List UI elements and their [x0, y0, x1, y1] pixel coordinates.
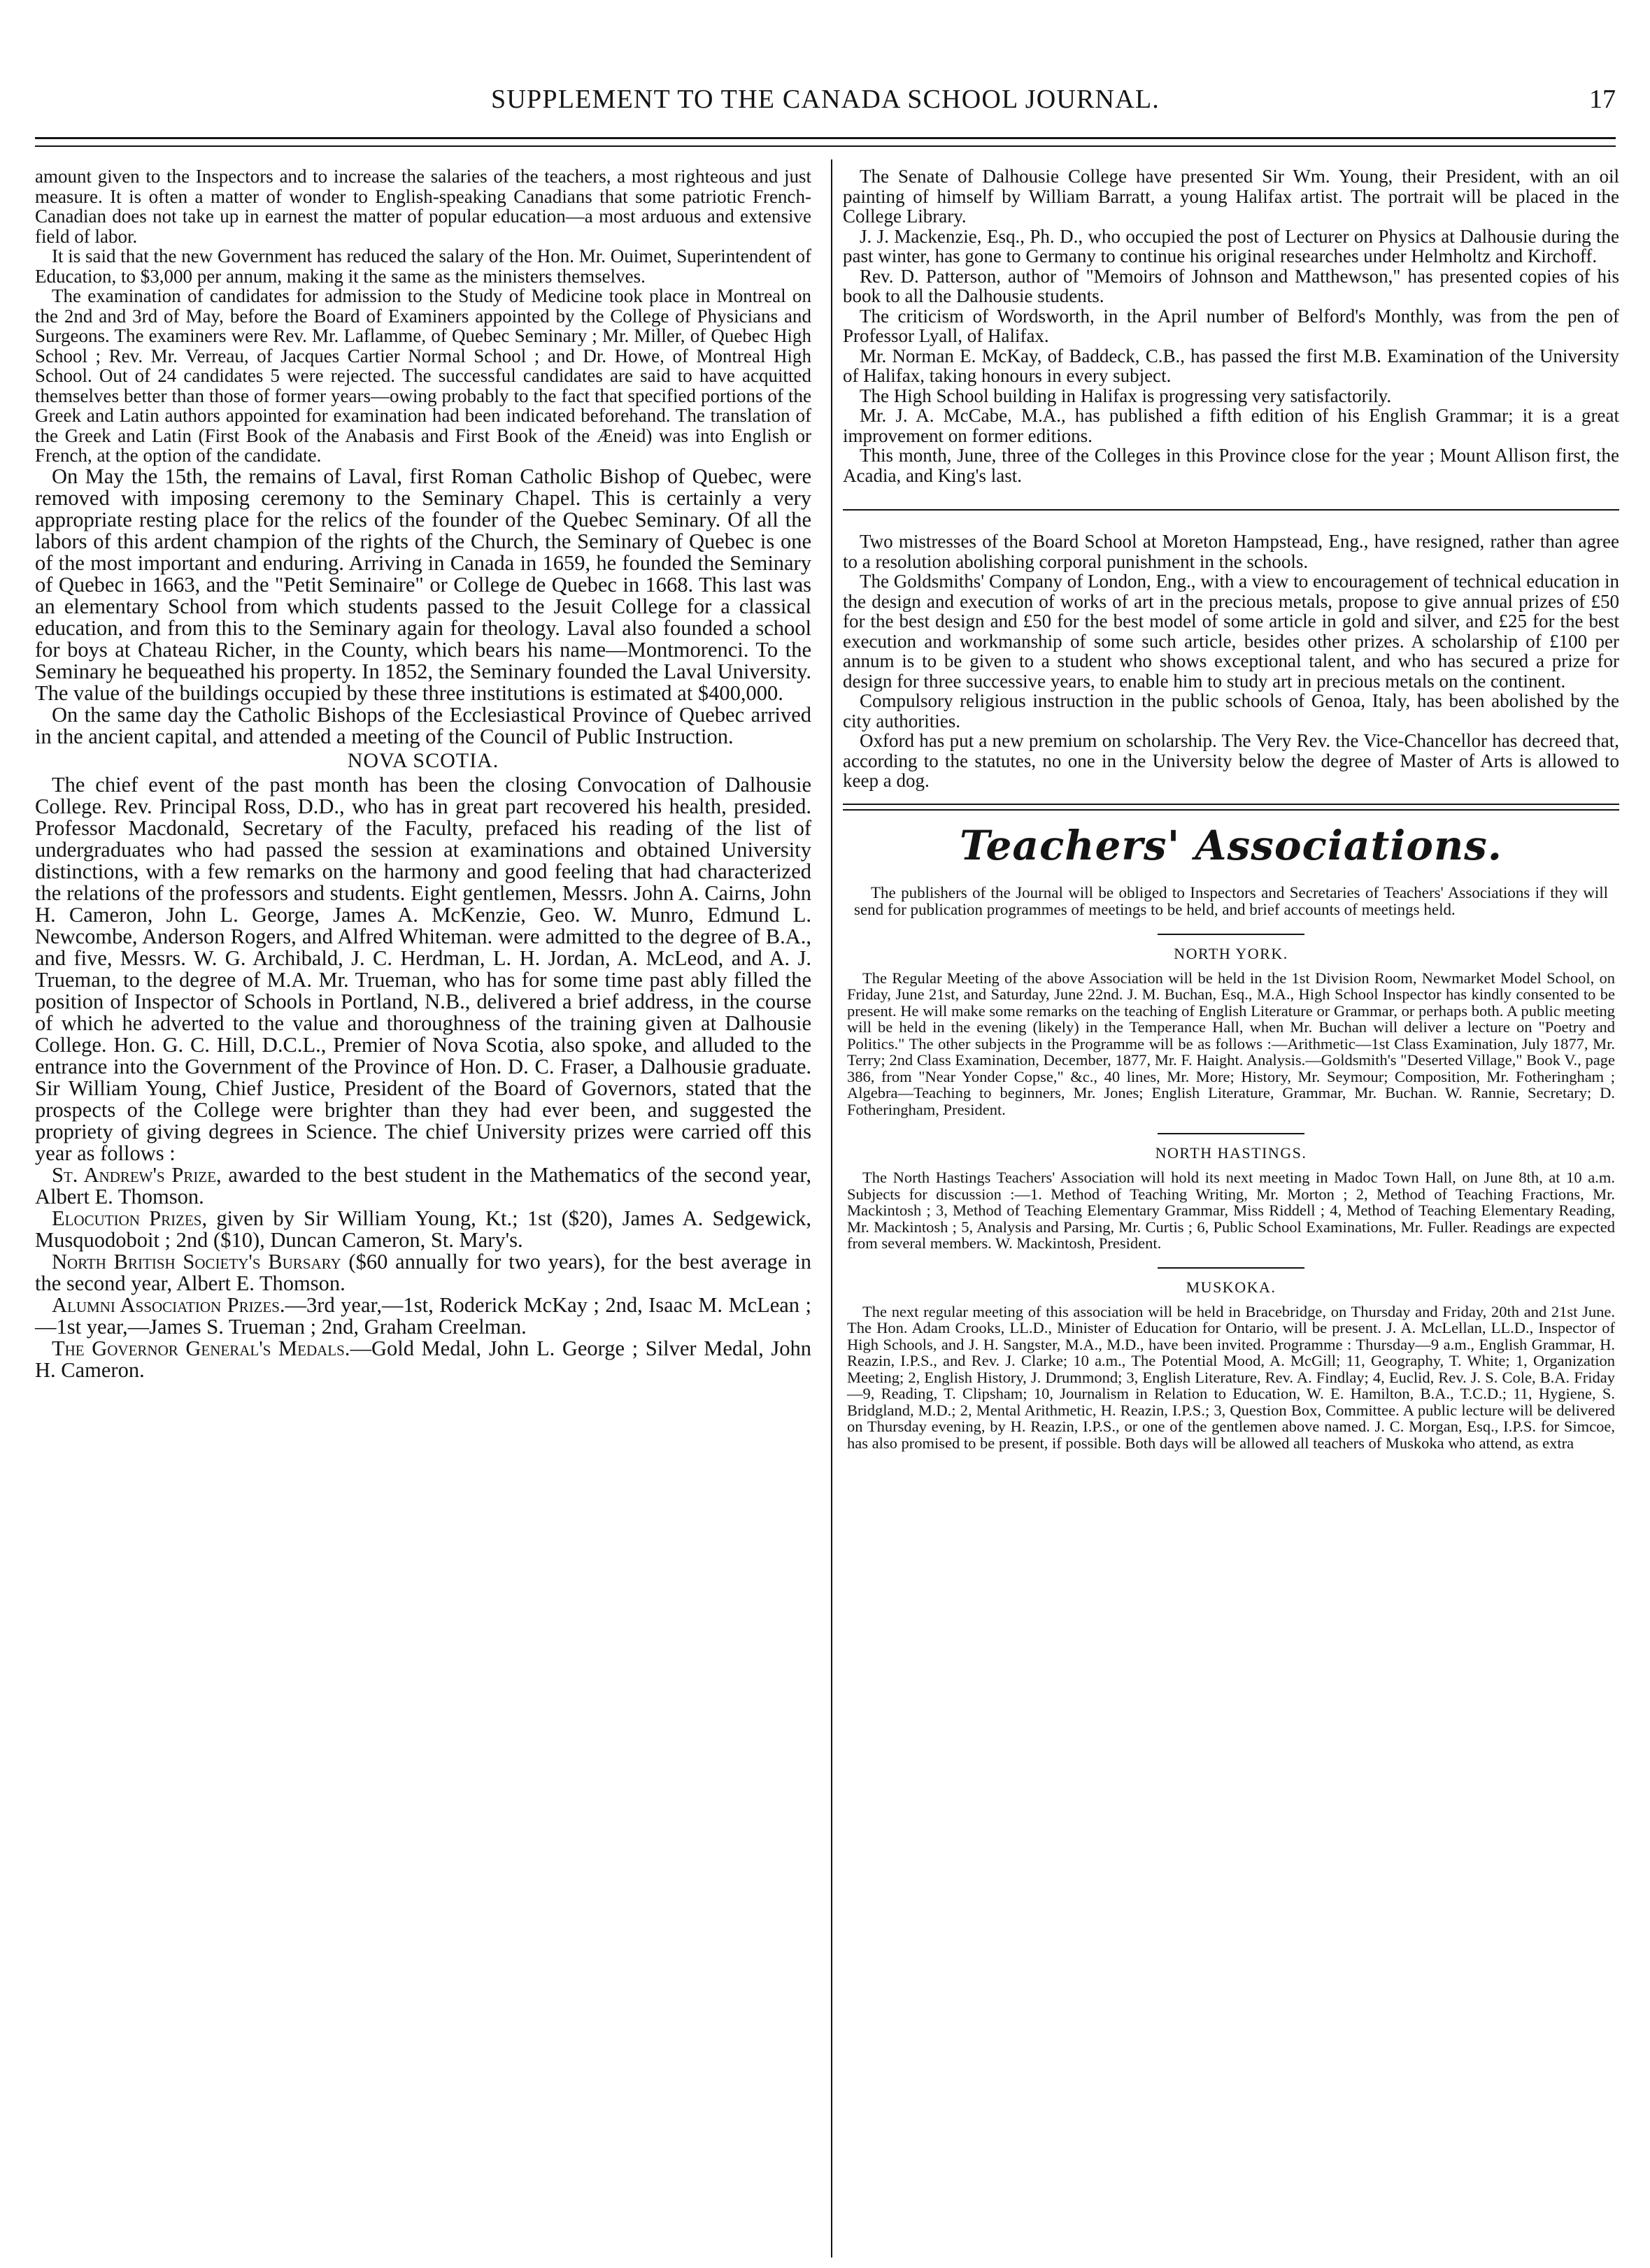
paragraph: Mr. Norman E. McKay, of Baddeck, C.B., has passed the first M.B. Examination of the University of Halifax, taking honours in every subject.	[843, 345, 1619, 386]
prize-label: Alumni Association Prizes.	[52, 1292, 285, 1317]
paragraph: The High School building in Halifax is progressing very satisfactorily.	[860, 385, 1392, 406]
prize-entry	[35, 1208, 811, 1251]
right-column	[843, 166, 1619, 1451]
paragraph: The examination of candidates for admission to the Study of Medicine took place in Montreal on the 2nd and 3rd of May, before the Board of Examiners appointed by the College of Physicians and Surgeons. The examiners were Rev. Mr. Laflamme, of Quebec Seminary ; Mr. Miller, of Quebec High School ; Rev. Mr. Verreau, of Jacques Cartier Normal School ; and Dr. Howe, of Montreal High School. Out of 24 candidates 5 were rejected. The successful candidates are said to have acquitted themselves better than those of former years—owing probably to the fact that specified portions of the Greek and Latin authors appointed for examination had been indicated beforehand. The translation of the Greek and Latin (First Book of the Anabasis and First Book of the Æneid) was into English or French, at the option of the candidate.	[35, 285, 811, 466]
subsection-rule	[1158, 1133, 1304, 1134]
running-title: SUPPLEMENT TO THE CANADA SCHOOL JOURNAL.	[491, 85, 1160, 114]
associations-heading: Teachers' Associations.	[960, 821, 1502, 869]
paragraph: Mr. J. A. McCabe, M.A., has published a fifth edition of his English Grammar; it is a great improvement on former editions.	[843, 405, 1619, 446]
section-rule	[843, 509, 1619, 511]
page-header	[35, 84, 1616, 126]
subsection-rule	[1158, 934, 1304, 935]
associations-notice: The publishers of the Journal will be obliged to Inspectors and Secretaries of Teachers' Associations if they will send for publication programmes of meetings to be held, and brief accounts of meetings held.	[854, 883, 1608, 918]
header-rule-top	[35, 137, 1616, 139]
prize-entry	[35, 1164, 811, 1208]
prize-text: —Gold Medal, John L. George ; Silver Medal, John H. Cameron.	[35, 1336, 811, 1382]
prize-label: North British Society's Bursary	[52, 1249, 341, 1274]
paragraph: Two mistresses of the Board School at Moreton Hampstead, Eng., have resigned, rather than agree to a resolution abolishing corporal punishment in the schools.	[843, 531, 1619, 572]
paragraph: The criticism of Wordsworth, in the April number of Belford's Monthly, was from the pen of Professor Lyall, of Halifax.	[843, 305, 1619, 346]
paragraph: On May the 15th, the remains of Laval, first Roman Catholic Bishop of Quebec, were removed with imposing ceremony to the Seminary Chapel. This is certainly a very appropriate resting place for the relics of the founder of the Quebec Seminary. Of all the labors of this ardent champion of the rights of the Church, the Seminary of Quebec is one of the most important and enduring. Arriving in Canada in 1659, he founded the Seminary of Quebec in 1663, and the "Petit Seminaire" or College de Quebec in 1668. This last was an elementary School from which students passed to the Jesuit College for a classical education, and from this to the Seminary again for theology. Laval also founded a school for boys at Chateau Richer, in the County, which bears his name—Montmorenci. To the Seminary he bequeathed his property. In 1852, the Seminary founded the Laval University. The value of the buildings occupied by these three institutions is estimated at $400,000.	[35, 464, 811, 705]
paragraph: Rev. D. Patterson, author of "Memoirs of Johnson and Matthewson," has presented copies of his book to all the Dalhousie students.	[843, 265, 1619, 306]
prize-text: —3rd year,—1st, Roderick McKay ; 2nd, Isaac M. McLean ;—1st year,—James S. Trueman ; 2nd, Graham Creelman.	[35, 1292, 811, 1339]
associations-rule-bottom	[843, 809, 1619, 811]
paragraph: Oxford has put a new premium on scholarship. The Very Rev. the Vice-Chancellor has decreed that, according to the statutes, no one in the University below the degree of Master of Arts is allowed to keep a dog.	[843, 730, 1619, 791]
north-hastings-heading: NORTH HASTINGS.	[1155, 1144, 1307, 1162]
page-number: 17	[1589, 85, 1616, 114]
paragraph: Compulsory religious instruction in the public schools of Genoa, Italy, has been abolished by the city authorities.	[843, 690, 1619, 732]
prize-entry	[35, 1338, 811, 1381]
paragraph: The chief event of the past month has been the closing Convocation of Dalhousie College. Rev. Principal Ross, D.D., who has in great part recovered his health, presided. Professor Macdonald, Secretary of the Faculty, prefaced his reading of the list of undergraduates who had passed the session at examinations and obtained University distinctions, with a few remarks on the harmony and good feeling that had characterized the relations of the professors and students. Eight gentlemen, Messrs. John A. Cairns, John H. Cameron, John L. George, James A. McKenzie, Geo. W. Munro, Edmund L. Newcombe, Anderson Rogers, and Alfred Whiteman. were admitted to the degree of B.A., and five, Messrs. W. G. Archibald, J. C. Herdman, L. H. Jordan, A. McLeod, and A. J. Trueman, to the degree of M.A. Mr. Trueman, who has for some time past ably filled the position of Inspector of Schools in Portland, N.B., delivered a brief address, in the course of which he adverted to the value and thoroughness of the training given at Dalhousie College. Hon. G. C. Hill, D.C.L., Premier of Nova Scotia, also spoke, and alluded to the entrance into the Government of the Province of Hon. D. C. Fraser, a Dalhousie graduate. Sir William Young, Chief Justice, President of the Board of Governors, stated that the prospects of the College were brighter than they had ever been, and suggested the propriety of giving degrees in Science. The chief University prizes were carried off this year as follows :	[35, 772, 811, 1165]
north-hastings-text: The North Hastings Teachers' Association will hold its next meeting in Madoc Town Hall, on June 8th, at 10 a.m. Subjects for discussion :—1. Method of Teaching Writing, Mr. Morton ; 2, Method of Teaching Fractions, Mr. Mackintosh ; 3, Method of Teaching Elementary Grammar, Miss Riddell ; 4, Method of Teaching Elementary Reading, Mr. Mackintosh ; 5, Analysis and Parsing, Mr. Curtis ; 6, Public School Examinations, Mr. Fuller. Readings are expected from several members. W. Mackintosh, President.	[847, 1169, 1615, 1252]
prize-label: Elocution Prizes,	[52, 1206, 208, 1230]
header-rule-bottom	[35, 145, 1616, 147]
prize-entry	[35, 1292, 811, 1339]
muskoka-heading: MUSKOKA.	[1186, 1278, 1276, 1296]
paragraph: This month, June, three of the Colleges in this Province close for the year ; Mount Allison first, the Acadia, and King's last.	[843, 445, 1619, 486]
muskoka-text: The next regular meeting of this association will be held in Bracebridge, on Thursday and Friday, 20th and 21st June. The Hon. Adam Crooks, LL.D., Minister of Education for Ontario, will be present. J. A. McLellan, LL.D., Inspector of High Schools, and J. H. Sangster, M.A., M.D., have been invited. Programme : Thursday—9 a.m., English Grammar, H. Reazin, I.P.S., and Rev. J. Clarke; 10 a.m., The Potential Mood, A. McGill; 11, Geography, T. White; 1, Organization Meeting; 2, English History, J. Drummond; 3, English Literature, Rev. A. Findlay; 4, Euclid, Rev. J. S. Cole, B.A. Friday—9, Reading, T. Clipsham; 10, Journalism in Relation to Education, W. E. Hamilton, B.A., T.C.D.; 11, Hygiene, S. Bridgland, M.D.; 2, Mental Arithmetic, H. Reazin, I.P.S.; 3, Question Box, Committee. A public lecture will be delivered on Thursday evening, by H. Reazin, I.P.S., or one of the gentlemen above named. J. C. Morgan, Esq., I.P.S. for Simcoe, has also promised to be present, if possible. Both days will be allowed all teachers of Muskoka who attend, as extra	[847, 1302, 1615, 1452]
paragraph: J. J. Mackenzie, Esq., Ph. D., who occupied the post of Lecturer on Physics at Dalhousie during the past winter, has gone to Germany to continue his original researches under Helmholtz and Kirchoff.	[843, 225, 1619, 266]
prize-text: ($60 annually for two years), for the best average in the second year, Albert E. Thomson.	[35, 1249, 812, 1295]
prize-text: awarded to the best student in the Mathematics of the second year, Albert E. Thomson.	[35, 1162, 811, 1208]
column-divider	[831, 159, 832, 2258]
prize-text: given by Sir William Young, Kt.; 1st ($20), James A. Sedgewick, Musquodoboit ; 2nd ($10), Duncan Cameron, St. Mary's.	[35, 1206, 811, 1252]
paragraph: On the same day the Catholic Bishops of the Ecclesiastical Province of Quebec arrived in the ancient capital, and attended a meeting of the Council of Public Instruction.	[35, 702, 811, 748]
prize-label: St. Andrew's Prize,	[52, 1162, 222, 1187]
north-york-heading: NORTH YORK.	[1174, 944, 1288, 962]
associations-rule-top	[843, 804, 1619, 805]
north-york-text: The Regular Meeting of the above Association will be held in the 1st Division Room, Newmarket Model School, on Friday, June 21st, and Saturday, June 22nd. J. M. Buchan, Esq., M.A., High School Inspector has kindly consented to be present. He will make some remarks on the teaching of English Literature or Grammar, or perhaps both. A public meeting will be held in the evening (likely) in the Temperance Hall, when Mr. Buchan will deliver a lecture on "Poetry and Politics." The other subjects in the Programme will be as follows :—Arithmetic—1st Class Examination, July 1877, Mr. Terry; 2nd Class Examination, December, 1877, Mr. F. Haight. Analysis.—Goldsmith's "Deserted Village," Book V., page 386, from "Near Yonder Copse," &c., 40 lines, Mr. More; History, Mr. Seymour; Composition, Mr. Fotheringham ; Algebra—Teaching to beginners, Mr. Jones; English Literature, Grammar, Mr. Buchan. W. Rannie, Secretary; D. Fotheringham, President.	[847, 969, 1615, 1118]
paragraph: amount given to the Inspectors and to increase the salaries of the teachers, a most righteous and just measure. It is often a matter of wonder to English-speaking Canadians that some patriotic French-Canadian does not take up in earnest the matter of popular education—a most arduous and extensive field of labor.	[35, 166, 811, 247]
subsection-rule	[1158, 1267, 1304, 1269]
paragraph: The Senate of Dalhousie College have presented Sir Wm. Young, their President, with an oil painting of himself by William Barratt, a young Halifax artist. The portrait will be placed in the College Library.	[843, 166, 1619, 227]
section-heading-nova-scotia: NOVA SCOTIA.	[347, 748, 499, 772]
prize-entry	[35, 1251, 811, 1295]
paragraph: It is said that the new Government has reduced the salary of the Hon. Mr. Ouimet, Superintendent of Education, to $3,000 per annum, making it the same as the ministers themselves.	[35, 245, 811, 287]
left-column	[35, 166, 811, 1381]
prize-label: The Governor General's Medals.	[52, 1336, 350, 1360]
paragraph: The Goldsmiths' Company of London, Eng., with a view to encouragement of technical education in the design and execution of works of art in the precious metals, propose to give annual prizes of £50 for the best design and £50 for the best model of some article in gold and silver, and £25 for the best execution and workmanship of some such article, besides other prizes. A scholarship of £100 per annum is to be given to a student who shows exceptional talent, and who has secured a prize for design for three successive years, to enable him to study art in precious metals on the continent.	[843, 571, 1619, 692]
